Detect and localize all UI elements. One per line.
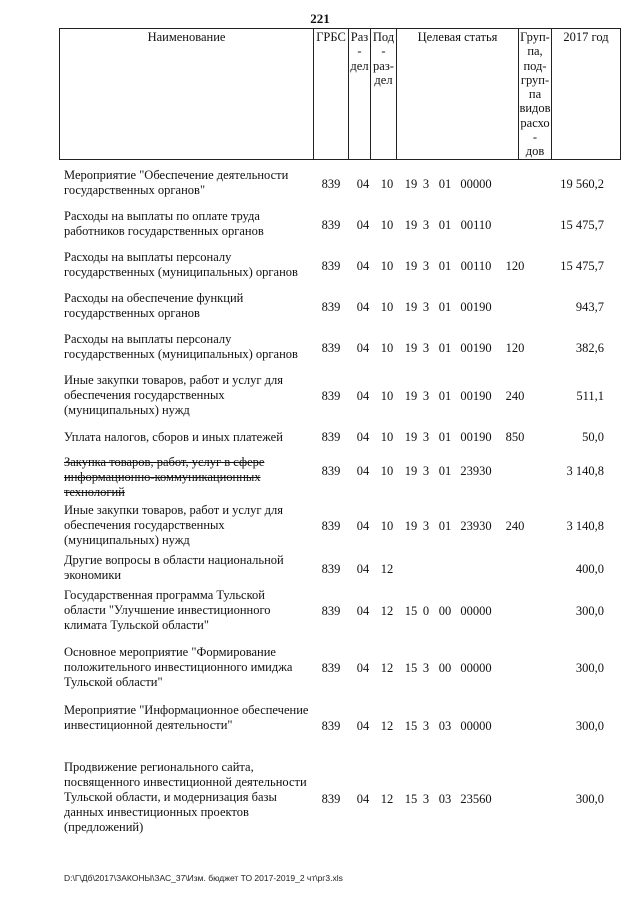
row-podrazdel: 12 bbox=[380, 661, 394, 675]
row-podrazdel: 12 bbox=[380, 604, 394, 618]
row-amount: 15 475,7 bbox=[560, 259, 604, 273]
row-amount: 300,0 bbox=[575, 719, 604, 733]
row-grbs: 839 bbox=[321, 464, 341, 478]
row-podrazdel: 10 bbox=[380, 218, 394, 232]
row-target-subprogram: 3 bbox=[422, 719, 430, 733]
row-target-direction: 00000 bbox=[460, 719, 492, 733]
row-grbs: 839 bbox=[321, 519, 341, 533]
row-amount: 50,0 bbox=[582, 430, 604, 444]
row-expense-type: 120 bbox=[505, 341, 525, 355]
row-target-direction: 00000 bbox=[460, 661, 492, 675]
row-razdel: 04 bbox=[356, 562, 370, 576]
header-group: Груп- па, под- груп- па видов расхо- дов bbox=[519, 30, 551, 159]
row-target-subprogram: 0 bbox=[422, 604, 430, 618]
row-expense-type: 240 bbox=[505, 389, 525, 403]
row-podrazdel: 10 bbox=[380, 430, 394, 444]
row-target-event: 00 bbox=[438, 604, 452, 618]
row-target-direction: 23930 bbox=[460, 464, 492, 478]
row-podrazdel: 12 bbox=[380, 719, 394, 733]
row-target-program: 19 bbox=[404, 341, 418, 355]
row-target-subprogram: 3 bbox=[422, 389, 430, 403]
row-target-subprogram: 3 bbox=[422, 341, 430, 355]
row-target-direction: 00000 bbox=[460, 177, 492, 191]
row-target-program: 15 bbox=[404, 661, 418, 675]
row-target-direction: 00190 bbox=[460, 389, 492, 403]
row-target-event: 01 bbox=[438, 218, 452, 232]
row-podrazdel: 10 bbox=[380, 519, 394, 533]
row-amount: 382,6 bbox=[575, 341, 604, 355]
row-target-direction: 00190 bbox=[460, 341, 492, 355]
row-target-subprogram: 3 bbox=[422, 519, 430, 533]
row-grbs: 839 bbox=[321, 259, 341, 273]
row-grbs: 839 bbox=[321, 341, 341, 355]
row-name: Иные закупки товаров, работ и услуг для обеспечения государственных (муниципальных) нужд bbox=[64, 373, 284, 417]
row-razdel: 04 bbox=[356, 792, 370, 806]
row-target-event: 01 bbox=[438, 430, 452, 444]
page-number: 221 bbox=[310, 11, 330, 26]
row-name: Мероприятие "Обеспечение деятельности государственных органов" bbox=[64, 168, 289, 197]
row-podrazdel: 10 bbox=[380, 341, 394, 355]
row-grbs: 839 bbox=[321, 719, 341, 733]
row-razdel: 04 bbox=[356, 719, 370, 733]
row-amount: 400,0 bbox=[575, 562, 604, 576]
row-target-direction: 00110 bbox=[460, 259, 492, 273]
row-target-program: 19 bbox=[404, 389, 418, 403]
row-target-program: 19 bbox=[404, 300, 418, 314]
row-name: Мероприятие "Информационное обеспечение инвестиционной деятельности" bbox=[64, 703, 309, 732]
header-grbs: ГРБС bbox=[314, 29, 349, 160]
header-year: 2017 год bbox=[552, 29, 621, 160]
row-podrazdel: 10 bbox=[380, 464, 394, 478]
row-target-subprogram: 3 bbox=[422, 177, 430, 191]
row-target-subprogram: 3 bbox=[422, 430, 430, 444]
row-target-program: 19 bbox=[404, 218, 418, 232]
row-amount: 3 140,8 bbox=[566, 464, 604, 478]
row-name: Расходы на выплаты персоналу государственных (муниципальных) органов bbox=[64, 250, 298, 279]
row-target-subprogram: 3 bbox=[422, 218, 430, 232]
row-grbs: 839 bbox=[321, 389, 341, 403]
row-target-subprogram: 3 bbox=[422, 259, 430, 273]
row-grbs: 839 bbox=[321, 300, 341, 314]
row-podrazdel: 10 bbox=[380, 177, 394, 191]
row-target-event: 01 bbox=[438, 464, 452, 478]
row-target-direction: 23930 bbox=[460, 519, 492, 533]
row-amount: 300,0 bbox=[575, 661, 604, 675]
row-grbs: 839 bbox=[321, 661, 341, 675]
row-grbs: 839 bbox=[321, 604, 341, 618]
row-razdel: 04 bbox=[356, 218, 370, 232]
row-grbs: 839 bbox=[321, 218, 341, 232]
row-name: Продвижение регионального сайта, посвященного инвестиционной деятельности Тульской области, и модернизация базы данных инвестиционных проектов (предложений) bbox=[64, 760, 307, 834]
row-name: Основное мероприятие "Формирование положительного инвестиционного имиджа Тульской области" bbox=[64, 645, 293, 689]
header-podrazdel: Под- раз- дел bbox=[371, 29, 397, 160]
row-name: Расходы на выплаты персоналу государственных (муниципальных) органов bbox=[64, 332, 298, 361]
row-amount: 300,0 bbox=[575, 792, 604, 806]
row-expense-type: 240 bbox=[505, 519, 525, 533]
row-target-program: 19 bbox=[404, 519, 418, 533]
row-expense-type: 120 bbox=[505, 259, 525, 273]
row-target-direction: 00190 bbox=[460, 430, 492, 444]
row-name: Государственная программа Тульской области "Улучшение инвестиционного климата Тульской области" bbox=[64, 588, 271, 632]
row-razdel: 04 bbox=[356, 389, 370, 403]
row-target-subprogram: 3 bbox=[422, 300, 430, 314]
row-target-event: 01 bbox=[438, 389, 452, 403]
row-grbs: 839 bbox=[321, 177, 341, 191]
row-name: Расходы на обеспечение функций государственных органов bbox=[64, 291, 244, 320]
row-razdel: 04 bbox=[356, 177, 370, 191]
row-target-program: 19 bbox=[404, 430, 418, 444]
row-target-direction: 00190 bbox=[460, 300, 492, 314]
row-name: Закупка товаров, работ, услуг в сфере информационно-коммуникационных технологий bbox=[64, 455, 265, 499]
row-podrazdel: 12 bbox=[380, 792, 394, 806]
row-target-program: 19 bbox=[404, 464, 418, 478]
row-razdel: 04 bbox=[356, 604, 370, 618]
row-amount: 511,1 bbox=[576, 389, 604, 403]
row-razdel: 04 bbox=[356, 464, 370, 478]
row-podrazdel: 10 bbox=[380, 259, 394, 273]
row-target-direction: 00000 bbox=[460, 604, 492, 618]
row-razdel: 04 bbox=[356, 259, 370, 273]
row-grbs: 839 bbox=[321, 792, 341, 806]
row-razdel: 04 bbox=[356, 519, 370, 533]
row-target-program: 19 bbox=[404, 177, 418, 191]
row-expense-type: 850 bbox=[505, 430, 525, 444]
row-target-direction: 23560 bbox=[460, 792, 492, 806]
row-amount: 300,0 bbox=[575, 604, 604, 618]
header-name: Наименование bbox=[60, 29, 314, 160]
row-name: Другие вопросы в области национальной экономики bbox=[64, 553, 284, 582]
header-razdel: Раз- дел bbox=[349, 29, 371, 160]
row-target-event: 01 bbox=[438, 519, 452, 533]
row-target-subprogram: 3 bbox=[422, 661, 430, 675]
row-podrazdel: 12 bbox=[380, 562, 394, 576]
row-target-event: 01 bbox=[438, 341, 452, 355]
row-target-program: 15 bbox=[404, 719, 418, 733]
row-podrazdel: 10 bbox=[380, 389, 394, 403]
row-target-event: 03 bbox=[438, 719, 452, 733]
row-target-event: 00 bbox=[438, 661, 452, 675]
row-grbs: 839 bbox=[321, 430, 341, 444]
row-target-event: 01 bbox=[438, 300, 452, 314]
row-target-direction: 00110 bbox=[460, 218, 492, 232]
row-grbs: 839 bbox=[321, 562, 341, 576]
row-razdel: 04 bbox=[356, 341, 370, 355]
row-name: Расходы на выплаты по оплате труда работников государственных органов bbox=[64, 209, 264, 238]
row-amount: 15 475,7 bbox=[560, 218, 604, 232]
row-razdel: 04 bbox=[356, 300, 370, 314]
row-name: Уплата налогов, сборов и иных платежей bbox=[64, 430, 283, 444]
file-path-footer: D:\Г\Дб\2017\ЗАКОНЫ\ЗАС_37\Изм. бюджет ТО 2017-2019_2 чт\рг3.xls bbox=[64, 873, 343, 883]
row-razdel: 04 bbox=[356, 661, 370, 675]
row-amount: 19 560,2 bbox=[560, 177, 604, 191]
row-target-program: 19 bbox=[404, 259, 418, 273]
row-target-program: 15 bbox=[404, 792, 418, 806]
header-target: Целевая статья bbox=[397, 29, 519, 160]
row-name: Иные закупки товаров, работ и услуг для обеспечения государственных (муниципальных) нужд bbox=[64, 503, 284, 547]
row-target-subprogram: 3 bbox=[422, 464, 430, 478]
row-target-subprogram: 3 bbox=[422, 792, 430, 806]
row-target-event: 01 bbox=[438, 259, 452, 273]
row-amount: 943,7 bbox=[575, 300, 604, 314]
row-target-event: 01 bbox=[438, 177, 452, 191]
row-podrazdel: 10 bbox=[380, 300, 394, 314]
row-target-program: 15 bbox=[404, 604, 418, 618]
row-amount: 3 140,8 bbox=[566, 519, 604, 533]
row-target-event: 03 bbox=[438, 792, 452, 806]
row-razdel: 04 bbox=[356, 430, 370, 444]
